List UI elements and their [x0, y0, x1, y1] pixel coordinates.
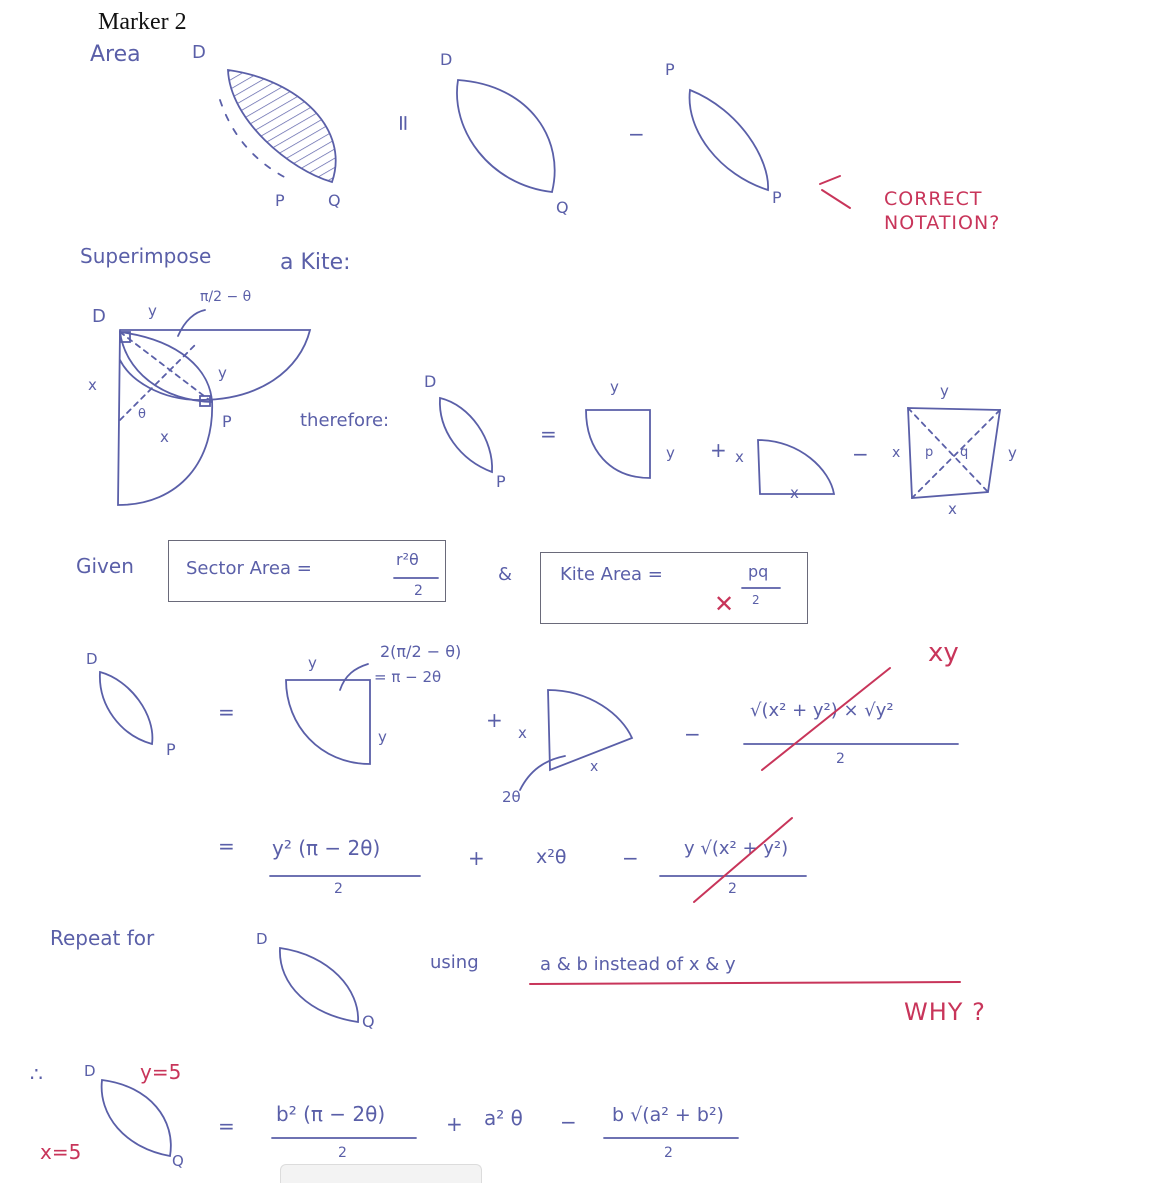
given-label: Given: [76, 554, 134, 578]
bottom-tab[interactable]: [280, 1164, 482, 1183]
angle-top-label: π/2 − θ: [200, 289, 252, 305]
label-p-5: P: [496, 472, 506, 491]
label-p-3: P: [772, 188, 782, 207]
label-y-7: y: [308, 654, 317, 672]
sqrt-denominator: 2: [836, 751, 845, 767]
label-d-4: D: [424, 372, 437, 391]
therefore-symbol: ∴: [30, 1062, 43, 1086]
final-term2: a² θ: [484, 1106, 523, 1130]
pq-numerator: pq: [748, 562, 769, 581]
plus-4: +: [446, 1112, 463, 1136]
kite-area-label: Kite Area =: [560, 564, 663, 585]
final-term3: b √(a² + b²): [612, 1104, 724, 1126]
sector-x-2: [548, 690, 632, 770]
label-q-4: Q: [172, 1152, 184, 1170]
bracket-mark: [820, 176, 850, 208]
minus-5: −: [560, 1110, 577, 1134]
label-d-2: D: [440, 50, 453, 69]
minus-1: −: [628, 122, 645, 146]
angle-expr-pointer: [340, 664, 368, 690]
underline-instead: [530, 982, 960, 984]
r2theta-numerator: r²θ: [396, 550, 419, 569]
xy-correction: xy: [928, 638, 959, 668]
x-value: x=5: [40, 1140, 82, 1164]
quarter-sector-x: [758, 440, 834, 494]
label-q-1: Q: [328, 191, 341, 210]
area-label: Area: [90, 42, 141, 67]
plus-2: +: [486, 708, 503, 732]
label-x-4: x: [790, 484, 799, 502]
pq-denominator: 2: [752, 593, 760, 607]
sector-y-2: [286, 680, 370, 764]
r2theta-denominator: 2: [414, 583, 423, 599]
angle-pointer: [178, 310, 205, 336]
label-q-small: q: [960, 445, 969, 460]
shaded-region: [228, 70, 336, 182]
lens-dp: [690, 90, 769, 190]
label-x-2: x: [160, 428, 169, 446]
kite-square: [908, 408, 1000, 498]
strike-through-2: [694, 818, 792, 902]
lens-dq: [457, 80, 555, 192]
equals-3: =: [218, 700, 235, 724]
lens-final: [102, 1080, 171, 1156]
quarter-sector-y: [586, 410, 650, 478]
a-kite-label: a Kite:: [280, 250, 351, 275]
using-label: using: [430, 952, 479, 973]
correct-notation-note: CORRECT NOTATION?: [884, 188, 1001, 234]
repeat-for-label: Repeat for: [50, 926, 155, 950]
minus-3: −: [684, 722, 701, 746]
label-y-3: y: [610, 378, 619, 396]
why-note: WHY ?: [904, 998, 986, 1026]
label-d-7: D: [84, 1062, 96, 1080]
label-d-1: D: [192, 42, 206, 63]
minus-2: −: [852, 442, 869, 466]
row2-term1: y² (π − 2θ): [272, 836, 381, 860]
plus-3: +: [468, 846, 485, 870]
kite-square-diag-1: [908, 408, 988, 492]
cross-mark: ✕: [714, 590, 735, 618]
label-y-4: y: [666, 444, 675, 462]
kite-lens: [120, 332, 212, 402]
label-q-2: Q: [556, 198, 569, 217]
label-x-6: x: [948, 500, 957, 518]
two-theta-pointer: [520, 756, 565, 790]
row2-term2: x²θ: [536, 846, 567, 868]
y-value: y=5: [140, 1060, 182, 1084]
row2-denominator-3: 2: [728, 881, 737, 897]
label-d-6: D: [256, 930, 268, 948]
lens-dp-2: [440, 398, 492, 472]
label-x-3: x: [735, 448, 744, 466]
equals-4: =: [218, 834, 235, 858]
label-y-6: y: [1008, 444, 1017, 462]
label-x-7: x: [518, 724, 527, 742]
instead-of-label: a & b instead of x & y: [540, 954, 736, 975]
angle-expr: 2(π/2 − θ): [380, 642, 462, 661]
label-d-5: D: [86, 650, 98, 668]
label-x-8: x: [590, 759, 599, 775]
kite-diag-2: [120, 345, 195, 420]
label-p-6: P: [166, 740, 176, 759]
equals-2: =: [540, 422, 557, 446]
strike-through-1: [762, 668, 890, 770]
label-p-4: P: [222, 412, 232, 431]
label-y-2: y: [218, 364, 227, 382]
label-x-1: x: [88, 376, 97, 394]
final-term1: b² (π − 2θ): [276, 1102, 386, 1126]
big-semicircle-top: [120, 330, 310, 400]
row2-denominator-1: 2: [334, 881, 343, 897]
therefore-label: therefore:: [300, 410, 390, 431]
minus-4: −: [622, 846, 639, 870]
final-denominator-1: 2: [338, 1145, 347, 1161]
label-p-1: P: [275, 191, 285, 210]
equals-5: =: [218, 1114, 235, 1138]
page-title: Marker 2: [98, 9, 187, 35]
superimpose-label: Superimpose: [80, 244, 212, 268]
angle-expr-2: = π − 2θ: [374, 668, 442, 686]
equals-1: =: [390, 113, 416, 133]
label-y-5: y: [940, 382, 949, 400]
two-theta-label: 2θ: [502, 788, 521, 806]
plus-1: +: [710, 438, 727, 462]
ampersand: &: [498, 564, 513, 585]
lens-dp-3: [100, 672, 153, 744]
lens-dq-2: [280, 948, 358, 1022]
label-q-3: Q: [362, 1012, 375, 1031]
sqrt-term: √(x² + y²) × √y²: [750, 700, 894, 721]
label-p-small: p: [925, 445, 934, 460]
label-theta-1: θ: [138, 407, 146, 422]
big-semicircle-left: [118, 330, 212, 505]
label-y-8: y: [378, 728, 387, 746]
label-x-5: x: [892, 445, 901, 461]
kite-square-diag-2: [912, 410, 1000, 498]
label-y-1: y: [148, 302, 157, 320]
label-d-3: D: [92, 306, 106, 327]
label-p-2: P: [665, 60, 675, 79]
final-denominator-3: 2: [664, 1145, 673, 1161]
sector-area-label: Sector Area =: [186, 558, 312, 579]
row2-term3: y √(x² + y²): [684, 838, 789, 859]
